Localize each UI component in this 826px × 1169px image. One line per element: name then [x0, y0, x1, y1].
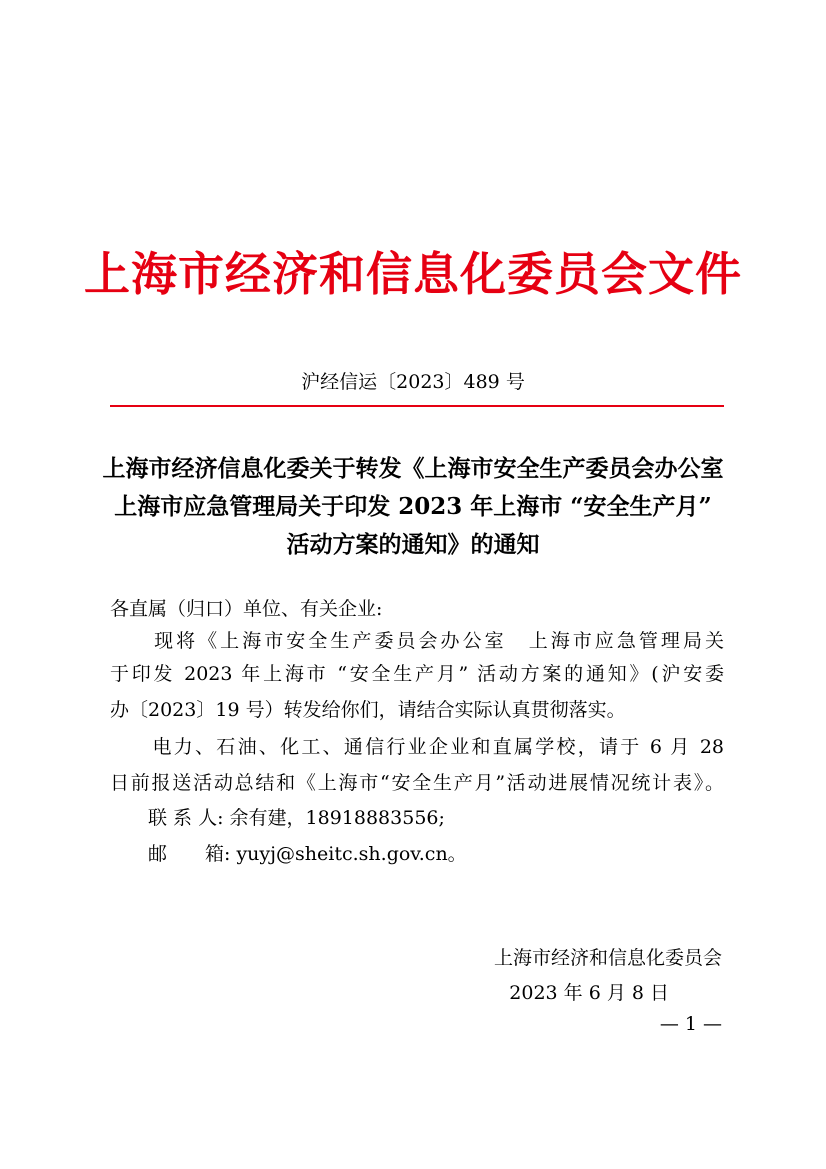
document-title-line-2: 上海市应急管理局关于印发 2023 年上海市 “安全生产月”	[114, 493, 712, 520]
salutation: 各直属（归口）单位、有关企业:	[110, 598, 383, 620]
paragraph-1-line-2: 于印发 2023 年上海市 “安全生产月” 活动方案的通知》(沪安委	[110, 663, 724, 685]
paragraph-2-line-1: 电力、石油、化工、通信行业企业和直属学校，请于 6 月 28	[110, 736, 724, 758]
document-issuer-heading: 上海市经济和信息化委员会文件	[84, 247, 742, 301]
paragraph-1-line-1: 现将《上海市安全生产委员会办公室 上海市应急管理局关	[110, 630, 724, 652]
contact-person: 联 系 人: 余有建，18918883556;	[110, 807, 445, 829]
signature-organization: 上海市经济和信息化委员会	[493, 947, 722, 969]
page-number: — 1 —	[659, 1013, 722, 1035]
red-divider-line	[110, 405, 724, 407]
signature-date: 2023 年 6 月 8 日	[509, 982, 669, 1004]
document-number: 沪经信运〔2023〕489 号	[301, 371, 525, 393]
document-title-line-1: 上海市经济信息化委关于转发《上海市安全生产委员会办公室	[102, 455, 724, 482]
contact-email: 邮 箱: yuyj@sheitc.sh.gov.cn。	[110, 843, 467, 865]
paragraph-2-line-2: 日前报送活动总结和《上海市“安全生产月”活动进展情况统计表》。	[110, 772, 724, 794]
document-title-line-3: 活动方案的通知》的通知	[286, 531, 540, 558]
paragraph-1-line-3: 办〔2023〕19 号）转发给你们，请结合实际认真贯彻落实。	[110, 699, 626, 721]
